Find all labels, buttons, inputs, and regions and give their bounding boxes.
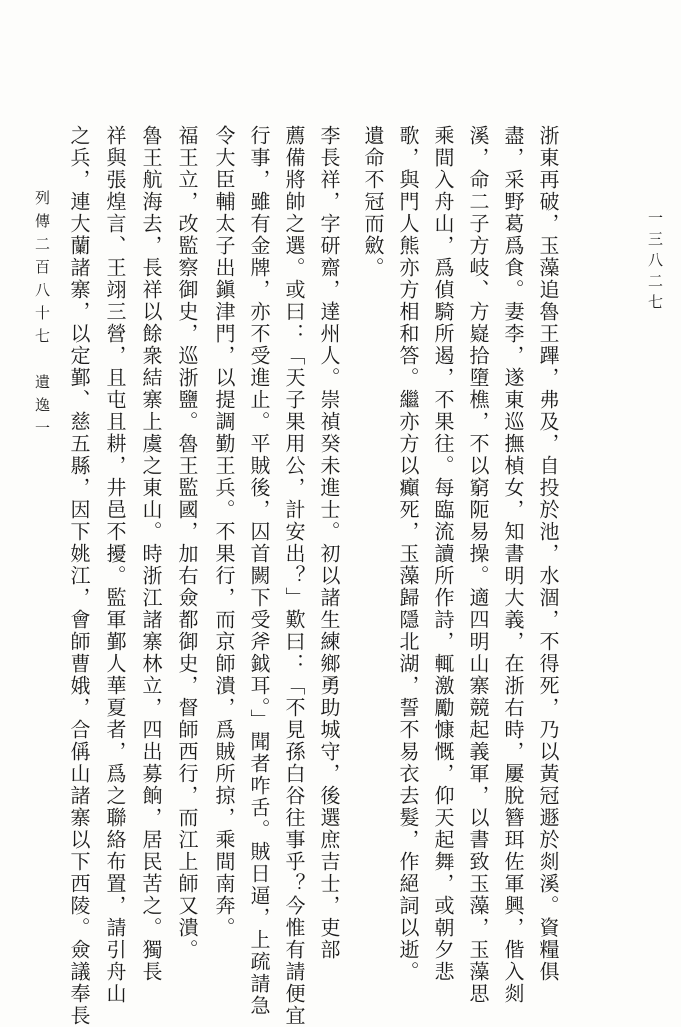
text-column: 歌，與門人熊亦方相和答。繼亦方以癲死，玉藻歸隱北湖，誓不易衣去髮，作絕詞以逝。 [396,125,420,983]
text-column: 遺命不冠而斂。 [361,125,385,279]
text-column: 之兵，連大蘭諸寨，以定鄞、慈五縣，因下姚江，會師曹娥，合偁山諸寨以下西陵。僉議奉長 [67,125,91,1027]
text-column: 浙東再破，玉藻追魯王蹕，弗及，自投於池，水涸，不得死，乃以黃冠遯於剡溪。資糧俱 [536,125,560,983]
text-column: 溪，命二子方岐、方嶷拾墮樵，不以窮阨易操。適四明山寨競起義軍，以書致玉藻，玉藻思 [466,125,490,1005]
text-column: 乘間入舟山，爲偵騎所遏，不果往。每臨流讀所作詩，輒激勵慷慨，仰天起舞，或朝夕悲 [431,125,455,983]
text-column: 祥與張煌言、王翊三營，且屯且耕，井邑不擾。監軍鄞人華夏者，爲之聯絡布置，請引舟山 [103,125,127,1005]
text-column: 福王立，改監察御史，巡浙鹽。魯王監國，加右僉都御史，督師西行，而江上師又潰。 [175,125,199,961]
text-column: 魯王航海去，長祥以餘衆結寨上虞之東山。時浙江諸寨林立，四出募餉，居民苦之。獨長 [139,125,163,983]
text-column: 行事，雖有金牌，亦不受進止。平賊後，囚首闕下受斧鉞耳。」聞者咋舌。賊日逼，上疏請急 [247,125,271,1017]
page-number: 一三八二七 [646,210,664,315]
text-column: 盡，采野葛爲食。妻李，遂東巡撫楨女，知書明大義，在浙右時，屢脫簪珥佐軍興，偕入剡 [501,125,525,1005]
running-head: 列傳二百八十七 遺逸一 [33,190,51,443]
text-column: 李長祥，字研齋，達州人。崇禎癸未進士。初以諸生練鄉勇助城守，後選庶吉士，吏部 [317,125,341,961]
text-column: 薦備將帥之選。或曰：「天子果用公，計安出？」歎曰：「不見孫白谷往事乎？今惟有請便宜 [282,125,306,1027]
text-column: 令大臣輔太子出鎭津門，以提調勤王兵。不果行，而京師潰，爲賊所掠，乘間南奔。 [212,125,236,939]
